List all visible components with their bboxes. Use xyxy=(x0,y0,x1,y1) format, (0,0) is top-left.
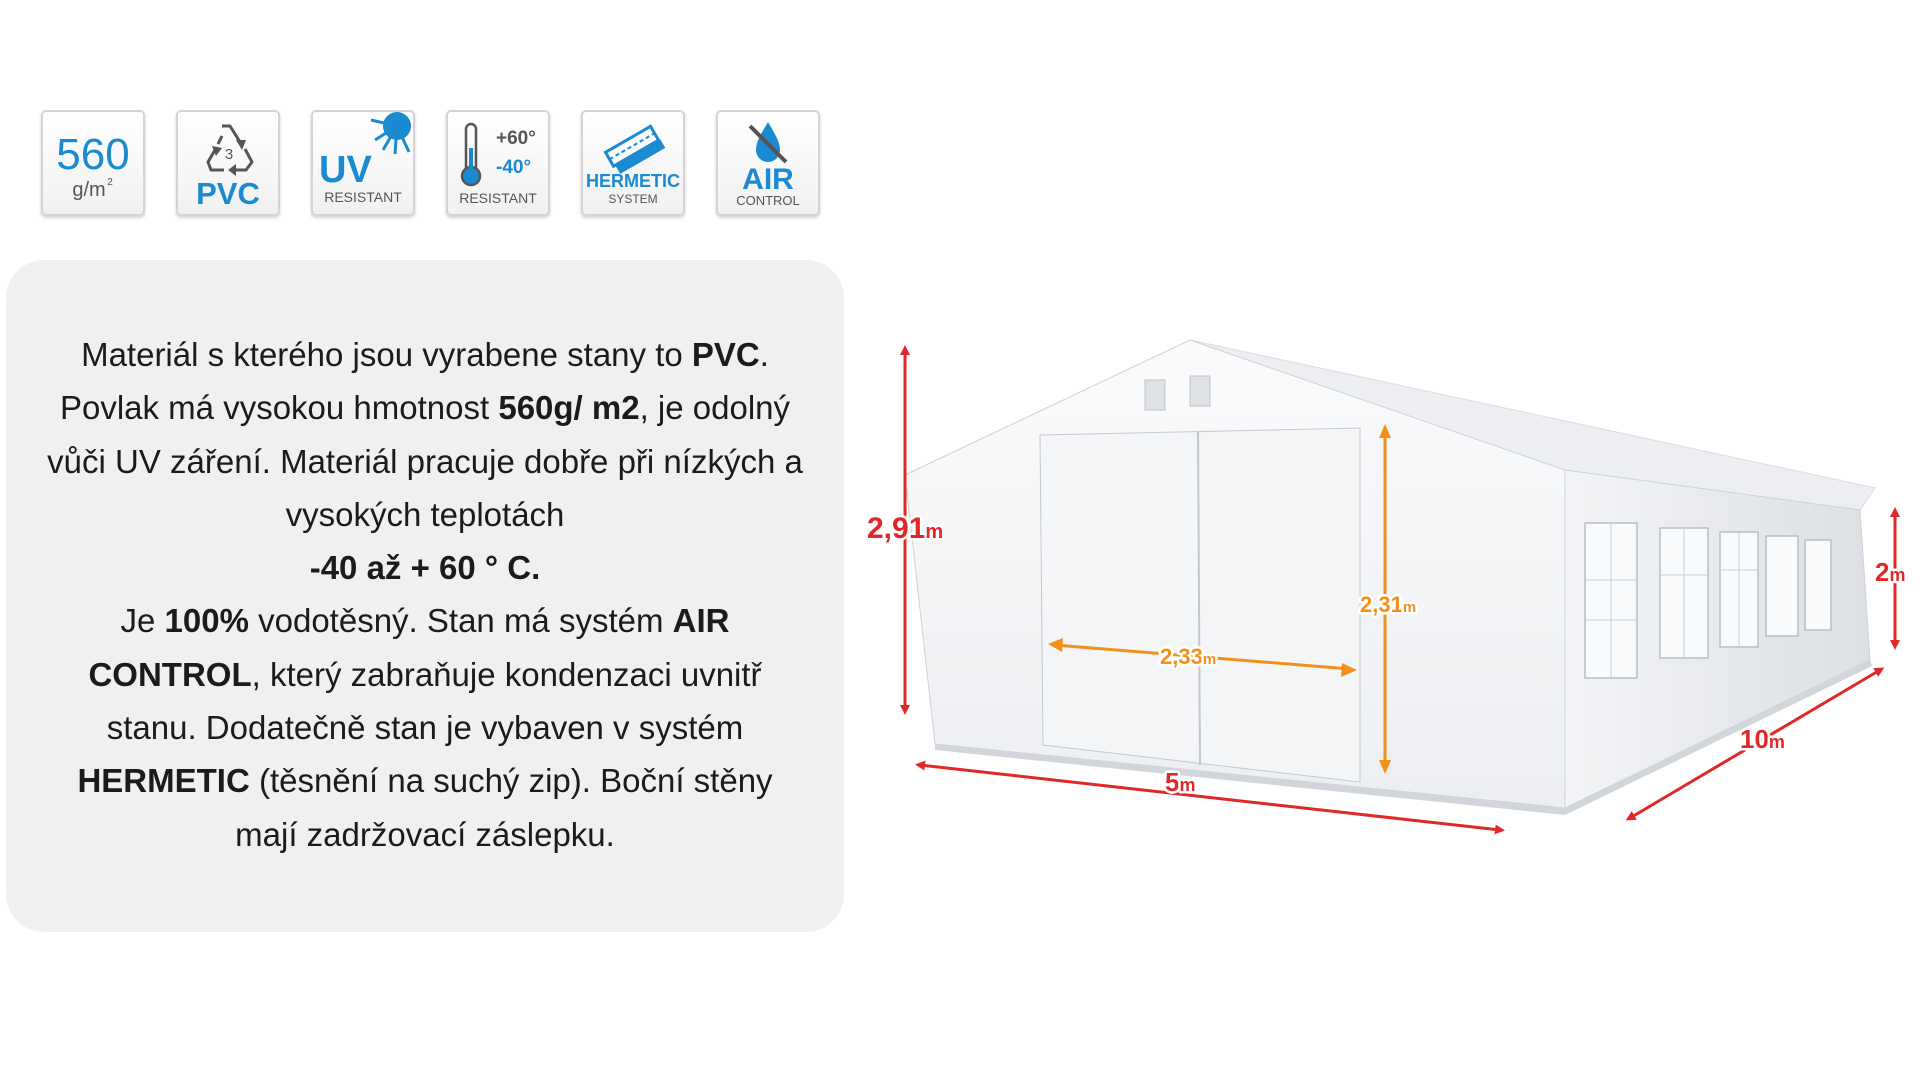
badge-temp-sub: RESISTANT xyxy=(459,190,537,206)
dim-door-width-label: 2,33m xyxy=(1160,644,1217,669)
badge-560gsm xyxy=(41,110,145,216)
desc-p1-t3: , je odolný vůči UV záření. Materiál pracuje dobře při nízkých a vysokých teplotách xyxy=(47,389,803,533)
desc-p2-b3: HERMETIC xyxy=(77,762,250,800)
dim-total-height-label: 2,91m xyxy=(867,512,944,545)
badge-uv xyxy=(311,110,415,216)
dim-width-label: 5m xyxy=(1165,767,1196,797)
badge-pvc-label: PVC xyxy=(196,176,260,211)
dim-side-height-label: 2m xyxy=(1875,557,1906,587)
badge-hermetic-sub: SYSTEM xyxy=(608,192,658,206)
desc-p2-b1: 100% xyxy=(164,602,249,640)
badge-air-control xyxy=(716,110,820,216)
badge-air-sub: CONTROL xyxy=(736,193,800,208)
description-text xyxy=(46,328,804,861)
badge-560-value: 560 xyxy=(56,130,130,179)
desc-p2-b2: AIR CONTROL xyxy=(88,602,730,693)
badge-560-unit-sup: 2 xyxy=(107,177,113,188)
badge-pvc-number: 3 xyxy=(224,146,234,163)
no-drop-icon xyxy=(718,112,818,214)
thermometer-icon xyxy=(448,112,548,214)
desc-p1-b1: PVC xyxy=(691,336,760,373)
badge-temp-min: -40° xyxy=(496,157,532,178)
badge-uv-sub: RESISTANT xyxy=(324,189,402,205)
badge-hermetic xyxy=(581,110,685,216)
dim-length-label: 10m xyxy=(1740,724,1785,754)
badge-560-unit: g/m xyxy=(72,179,106,201)
badge-hermetic-label: HERMETIC xyxy=(586,171,680,191)
tent-illustration xyxy=(860,320,1920,860)
desc-p1-b3: -40 až + 60 ° C. xyxy=(309,549,541,587)
badge-uv-label: UV xyxy=(319,149,372,191)
desc-p1-t1: Materiál s kterého jsou vyrabene stany to xyxy=(81,336,692,373)
zipper-icon xyxy=(583,112,683,214)
badge-pvc xyxy=(176,110,280,216)
recycle-icon xyxy=(178,112,278,214)
badge-air-label: AIR xyxy=(742,163,794,196)
desc-p2-t2: vodotěsný. Stan má systém xyxy=(248,602,673,640)
tent-body xyxy=(905,340,1875,815)
weight-icon xyxy=(43,112,143,214)
description-panel xyxy=(6,260,844,932)
sun-icon xyxy=(313,112,413,214)
badge-temp-max: +60° xyxy=(496,128,536,149)
desc-p1-t2: . Povlak má vysokou hmotnost xyxy=(59,336,769,427)
badge-temperature xyxy=(446,110,550,216)
desc-p1-b2: 560g/ m2 xyxy=(498,389,640,427)
dim-door-height-label: 2,31m xyxy=(1360,592,1417,617)
desc-p2-t4: (těsnění na suchý zip). Boční stěny mají zadržovací záslepku. xyxy=(235,762,773,853)
desc-p2-t1: Je xyxy=(120,602,165,640)
desc-p2-t3: , který zabraňuje kondenzaci uvnitř stanu. Dodatečně stan je vybaven v systém xyxy=(106,655,762,747)
